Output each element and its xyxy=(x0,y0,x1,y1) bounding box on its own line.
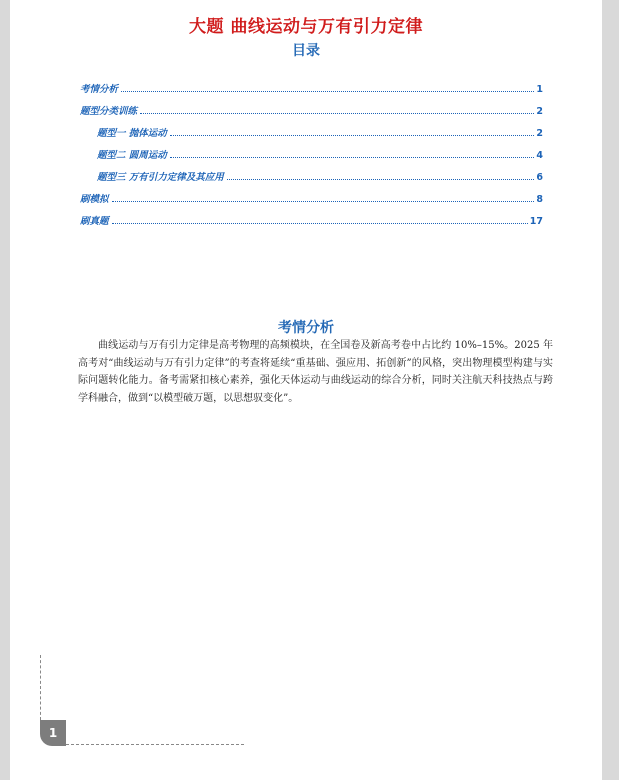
toc-entry-page: 2 xyxy=(536,128,543,139)
corner-decoration-vertical xyxy=(40,655,41,720)
document-title: 大题 曲线运动与万有引力定律 xyxy=(189,17,423,37)
toc-entry-page: 2 xyxy=(536,106,543,117)
toc-entry-label: 刷模拟 xyxy=(80,194,109,205)
toc-entry-real-exam[interactable] xyxy=(80,214,543,227)
corner-decoration-horizontal xyxy=(66,744,244,745)
toc-entry-type-3[interactable] xyxy=(97,170,543,183)
toc-leader xyxy=(140,113,534,114)
toc-entry-page: 6 xyxy=(536,172,543,183)
toc-leader xyxy=(227,179,535,180)
toc-entry-page: 8 xyxy=(536,194,543,205)
toc-entry-label: 题型一 抛体运动 xyxy=(97,128,167,139)
section-heading: 考情分析 xyxy=(278,320,334,336)
analysis-paragraph: 曲线运动与万有引力定律是高考物理的高频模块，在全国卷及新高考卷中占比约 10%–15%。2025 年高考对“曲线运动与万有引力定律”的考查将延续“重基础、强应用、拓创新”的风格，突出物理模型构建与实际问题转化能力。备考需紧扣核心素养，强化天体运动与曲线运动的综合分析，同时关注航天科技热点与跨学科融合，做到“以模型破万题，以思想驭变化”。 xyxy=(78,340,553,404)
toc-leader xyxy=(112,201,535,202)
toc-entry-page: 4 xyxy=(536,150,543,161)
toc-entry-label: 考情分析 xyxy=(80,84,119,95)
toc-heading: 目录 xyxy=(292,43,320,59)
toc-entry-type-2[interactable] xyxy=(97,148,543,161)
toc-entry-page: 17 xyxy=(529,216,543,227)
toc-leader xyxy=(170,135,535,136)
toc-entry-label: 题型分类训练 xyxy=(80,106,138,117)
toc-entry-label: 刷真题 xyxy=(80,216,109,227)
toc-entry-classified-training[interactable] xyxy=(80,104,543,117)
toc-entry-analysis[interactable] xyxy=(80,82,543,95)
toc-entry-type-1[interactable] xyxy=(97,126,543,139)
toc-leader xyxy=(170,157,535,158)
toc-leader xyxy=(112,223,528,224)
toc-entry-page: 1 xyxy=(536,84,543,95)
document-page xyxy=(10,0,602,780)
toc-entry-mock[interactable] xyxy=(80,192,543,205)
page-number-badge: 1 xyxy=(40,720,66,746)
toc-entry-label: 题型二 圆周运动 xyxy=(97,150,167,161)
toc-entry-label: 题型三 万有引力定律及其应用 xyxy=(97,172,224,183)
toc-leader xyxy=(121,91,534,92)
